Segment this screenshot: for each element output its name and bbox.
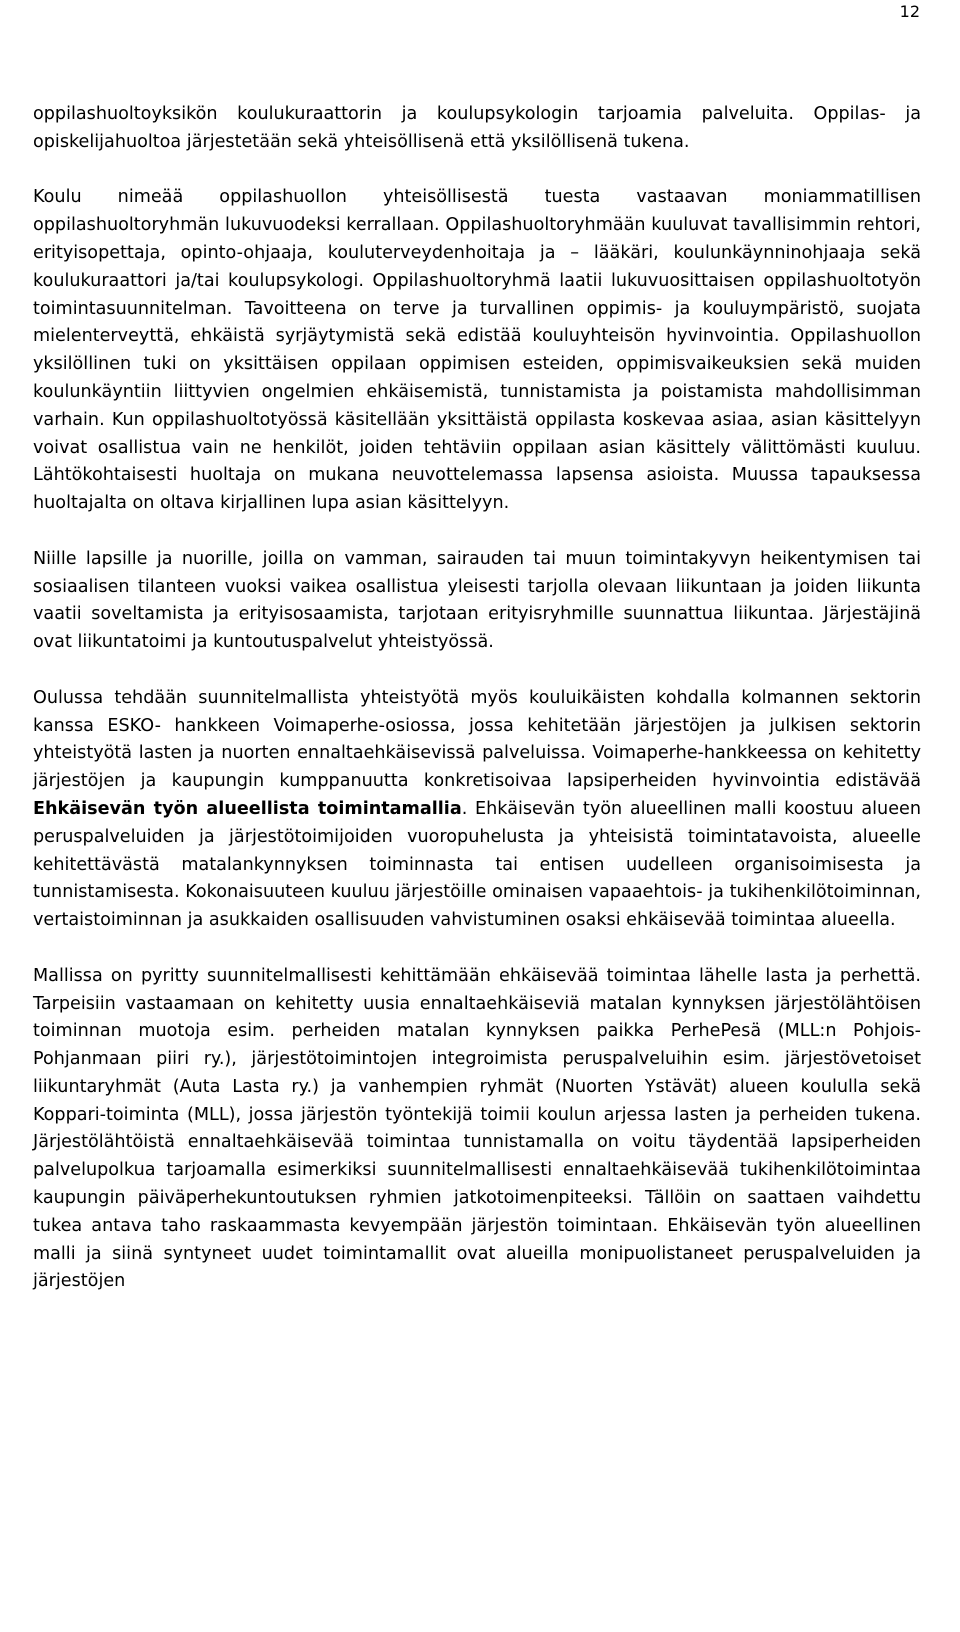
page-number: 12 — [899, 2, 920, 21]
paragraph-4-bold-term: Ehkäisevän työn alueellista toimintamallia — [33, 798, 462, 819]
paragraph-4-text-after: . Ehkäisevän työn alueellinen malli koostuu alueen peruspalveluiden ja järjestötoimijoiden vuoropuhelusta ja yhteisistä toimintatavoista, alueelle kehitettävästä matalankynnyksen toiminnasta tai entisen uudelleen organisoimisesta ja tunnistamisesta. Kokonaisuuteen kuuluu järjestöille ominaisen vapaaehtois- ja tukihenkilötoiminnan, vertaistoiminnan ja asukkaiden osallisuuden vahvistuminen osaksi ehkäisevää toimintaa alueella. — [33, 798, 921, 931]
paragraph-4 — [33, 685, 921, 935]
paragraph-1: oppilashuoltoyksikön koulukuraattorin ja koulupsykologin tarjoamia palveluita. Oppilas- ja opiskelijahuoltoa järjestetään sekä yhteisöllisenä että yksilöllisenä tukena. — [33, 104, 921, 152]
paragraph-2: Koulu nimeää oppilashuollon yhteisöllisestä tuesta vastaavan moniammatillisen oppilashuoltoryhmän lukuvuodeksi kerrallaan. Oppilashuoltoryhmään kuuluvat tavallisimmin rehtori, erityisopettaja, opinto-ohjaaja, kouluterveydenhoitaja ja – lääkäri, koulunkäynninohjaaja sekä koulukuraattori ja/tai koulupsykologi. Oppilashuoltoryhmä laatii lukuvuosittaisen oppilashuoltotyön toimintasuunnitelman. Tavoitteena on terve ja turvallinen oppimis- ja kouluympäristö, suojata mielenterveyttä, ehkäistä syrjäytymistä sekä edistää kouluyhteisön hyvinvointia. Oppilashuollon yksilöllinen tuki on yksittäisen oppilaan oppimisen esteiden, oppimisvaikeuksien sekä muiden koulunkäyntiin liittyvien ongelmien ehkäisemistä, tunnistamista ja poistamista mahdollisimman varhain. Kun oppilashuoltotyössä käsitellään yksittäistä oppilasta koskevaa asiaa, asian käsittelyyn voivat osallistua vain ne henkilöt, joiden tehtäviin oppilaan asian käsittely välittömästi kuuluu. Lähtökohtaisesti huoltaja on mukana neuvottelemassa lapsensa asioista. Muussa tapauksessa huoltajalta on oltava kirjallinen lupa asian käsittelyyn. — [33, 187, 921, 514]
paragraph-4-text-before: Oulussa tehdään suunnitelmallista yhteistyötä myös kouluikäisten kohdalla kolmannen sektorin kanssa ESKO- hankkeen Voimaperhe-osiossa, jossa kehitetään järjestöjen ja julkisen sektorin yhteistyötä lasten ja nuorten ennaltaehkäisevissä palveluissa. Voimaperhe-hankkeessa on kehitetty järjestöjen ja kaupungin kumppanuutta konkretisoivaa lapsiperheiden hyvinvointia edistävää — [33, 687, 921, 792]
document-body — [33, 101, 921, 1296]
paragraph-3: Niille lapsille ja nuorille, joilla on vamman, sairauden tai muun toimintakyvyn heikentymisen tai sosiaalisen tilanteen vuoksi vaikea osallistua yleisesti tarjolla olevaan liikuntaan ja joiden liikunta vaatii soveltamista ja erityisosaamista, tarjotaan erityisryhmille suunnattua liikuntaa. Järjestäjinä ovat liikuntatoimi ja kuntoutuspalvelut yhteistyössä. — [33, 548, 921, 653]
paragraph-5: Mallissa on pyritty suunnitelmallisesti kehittämään ehkäisevää toimintaa lähelle lasta ja perhettä. Tarpeisiin vastaamaan on kehitetty uusia ennaltaehkäiseviä matalan kynnyksen järjestölähtöisen toiminnan muotoja esim. perheiden matalan kynnyksen paikka PerhePesä (MLL:n Pohjois-Pohjanmaan piiri ry.), järjestötoimintojen integroimista peruspalveluihin esim. järjestövetoiset liikuntaryhmät (Auta Lasta ry.) ja vanhempien ryhmät (Nuorten Ystävät) alueen koululla sekä Koppari-toiminta (MLL), jossa järjestön työntekijä toimii koulun arjessa lasten ja perheiden tukena. Järjestölähtöistä ennaltaehkäisevää toimintaa tunnistamalla on voitu täydentää lapsiperheiden palvelupolkua tarjoamalla esimerkiksi suunnitelmallisesti ennaltaehkäisevää tukihenkilötoimintaa kaupungin päiväperhekuntoutuksen ryhmien jatkotoimenpiteeksi. Tällöin on saattaen vaihdettu tukea antava taho raskaammasta kevyempään järjestön toimintaan. Ehkäisevän työn alueellinen malli ja siinä syntyneet uudet toimintamallit ovat alueilla monipuolistaneet peruspalveluiden ja järjestöjen — [33, 965, 921, 1292]
